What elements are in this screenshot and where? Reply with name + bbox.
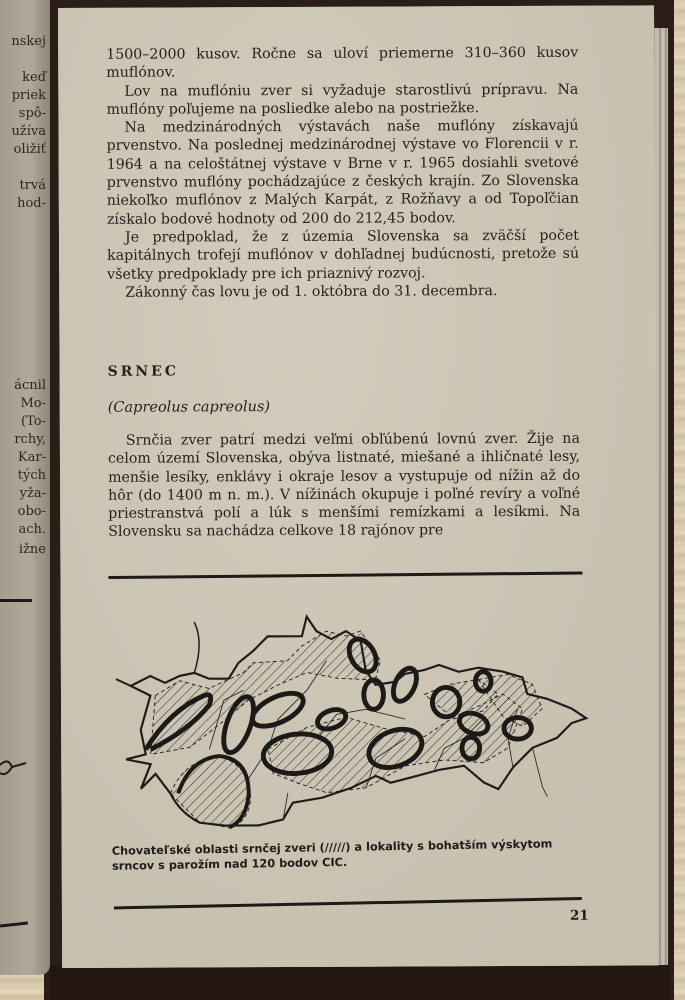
figure-caption: Chovateľské oblasti srnčej zveri (/////) a lokality s bohatším výskytom srncov s parožím nad 120 bodov CIC. [111,837,553,873]
hatched-regions [150,630,543,828]
body-text-section [108,430,580,542]
left-line: spô- [18,106,46,121]
figure-top-rule [108,571,582,579]
left-line: hod- [17,196,46,211]
section-heading: SRNEC [107,363,179,380]
left-page-fragment [0,0,50,975]
page-number: 21 [569,907,589,924]
left-line: Kar- [17,450,46,465]
left-page-rule [0,599,32,602]
left-line: rchy, [14,432,46,447]
paragraph: Je predpoklad, že z územia Slovenska sa zväčší počet kapitálnych trofejí muflónov v dohľadnej budúcnosti, pretože sú všetky predpoklady pre ich priaznivý rozvoj. [107,227,580,283]
paragraph: Zákonný čas lovu je od 1. októbra do 31. decembra. [125,282,498,301]
paragraph: Na medzinárodných výstavách naše muflóny získavajú prvenstvo. Na poslednej medzinárodnej výstave vo Florencii v r. 1964 a na celoštátnej výstave v Brne v r. 1965 dosiahli svetové prvenstvo muflóny pochádzajúce z českých krajín. Zo Slovenska niekoľko muflónov z Malých Karpát, z Rožňavy a od Topoľčian získalo bodové hodnoty od 200 do 212,45 bodov. [106,117,579,228]
left-map-fragment [0,755,30,785]
body-text-top [106,44,579,302]
left-line: keď [22,70,46,85]
book-bottom-edge [50,965,670,1000]
figure-bottom-rule [114,897,582,909]
left-line: yža- [19,486,46,501]
left-page-rule [0,922,28,928]
left-line: trvá [19,178,46,193]
paragraph: Lov na muflóniu zver si vyžaduje starostlivú prípravu. Na muflóny poľujeme na posliedke alebo na postriežke. [106,81,579,118]
left-line: užíva [11,124,46,139]
left-line: ach. [18,522,46,537]
left-line: priek [11,88,46,103]
left-line: obo- [17,504,46,519]
left-line: oližiť [13,142,46,157]
paragraph: 1500–2000 kusov. Ročne sa uloví priemerne 310–360 kusov muflónov. [106,44,579,82]
left-line: nskej [11,34,46,49]
latin-name: (Capreolus capreolus) [107,399,271,416]
book-page [58,5,658,968]
left-line: ižne [18,542,46,557]
left-line: (To- [21,414,46,429]
left-line: Mo- [20,396,46,411]
left-line: ácnil [14,378,46,393]
paragraph: Srnčia zver patrí medzi veľmi obľúbenú lovnú zver. Žije na celom území Slovenska, obýva listnaté, miešané a ihličnaté lesy, menšie lesíky, enklávy i okraje lesov a vystupuje od nížin až do hôr (do 1400 m n. m.). V nížinách okupuje i poľné revíry a voľné priestranstvá polí a lúk s menšími remízkami a lesíkmi. Na Slovensku sa nachádza celkove 18 rajónov pre [107,430,581,541]
map-of-slovakia [101,601,612,838]
left-line: tých [17,468,46,483]
